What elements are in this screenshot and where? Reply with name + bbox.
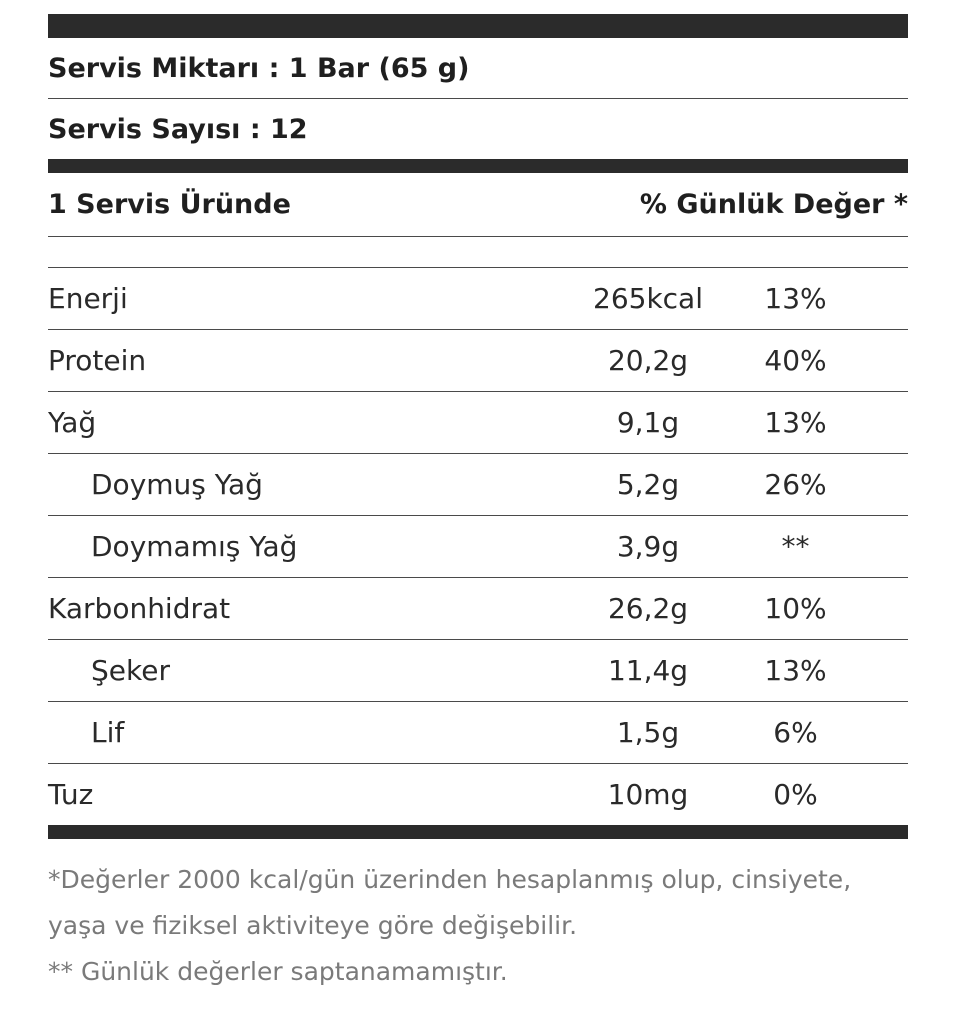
table-row	[48, 516, 908, 578]
spacer	[48, 237, 908, 267]
table-header	[48, 173, 908, 236]
nutrient-daily-value: 10%	[764, 592, 827, 625]
footnote-line: ** Günlük değerler saptanamamıştır.	[48, 957, 508, 986]
nutrient-name: Doymamış Yağ	[91, 530, 298, 563]
nutrition-facts-panel	[48, 14, 908, 995]
per-serving-heading: 1 Servis Üründe	[48, 189, 291, 220]
nutrient-name: Karbonhidrat	[48, 592, 231, 625]
nutrient-name: Enerji	[48, 282, 128, 315]
nutrient-name: Şeker	[91, 654, 170, 687]
footnotes	[48, 857, 908, 995]
table-row	[48, 640, 908, 702]
nutrient-amount: 11,4g	[607, 654, 689, 687]
footnote-line: *Değerler 2000 kcal/gün üzerinden hesaplanmış olup, cinsiyete,	[48, 865, 852, 894]
section-divider-bar	[48, 159, 908, 173]
nutrient-amount: 20,2g	[607, 344, 689, 377]
footnote-line: yaşa ve fiziksel aktiviteye göre değişebilir.	[48, 911, 578, 940]
table-row	[48, 764, 908, 825]
nutrient-amount: 9,1g	[616, 406, 680, 439]
table-row	[48, 454, 908, 516]
nutrient-daily-value: 13%	[764, 406, 827, 439]
nutrient-daily-value: 0%	[773, 778, 818, 811]
daily-value-heading: % Günlük Değer *	[639, 189, 908, 220]
nutrient-daily-value: 40%	[764, 344, 827, 377]
table-row	[48, 392, 908, 454]
nutrient-amount: 1,5g	[616, 716, 680, 749]
nutrient-amount: 26,2g	[607, 592, 689, 625]
serving-size: Servis Miktarı : 1 Bar (65 g)	[48, 52, 470, 84]
top-divider-bar	[48, 14, 908, 38]
nutrient-name: Protein	[48, 344, 147, 377]
nutrient-daily-value: **	[781, 530, 810, 563]
nutrient-daily-value: 26%	[764, 468, 827, 501]
nutrient-daily-value: 13%	[764, 654, 827, 687]
bottom-divider-bar	[48, 825, 908, 839]
table-row	[48, 702, 908, 764]
table-row	[48, 578, 908, 640]
nutrient-name: Yağ	[48, 406, 97, 439]
nutrient-daily-value: 13%	[764, 282, 827, 315]
nutrient-amount: 3,9g	[616, 530, 680, 563]
table-row	[48, 330, 908, 392]
nutrient-daily-value: 6%	[773, 716, 818, 749]
nutrient-amount: 265kcal	[593, 282, 703, 315]
nutrient-name: Tuz	[48, 778, 94, 811]
nutrient-name: Lif	[91, 716, 125, 749]
serving-count: Servis Sayısı : 12	[48, 113, 308, 145]
nutrient-table	[48, 268, 908, 825]
nutrient-amount: 5,2g	[616, 468, 680, 501]
nutrient-name: Doymuş Yağ	[91, 468, 263, 501]
table-row	[48, 268, 908, 330]
nutrient-amount: 10mg	[607, 778, 689, 811]
